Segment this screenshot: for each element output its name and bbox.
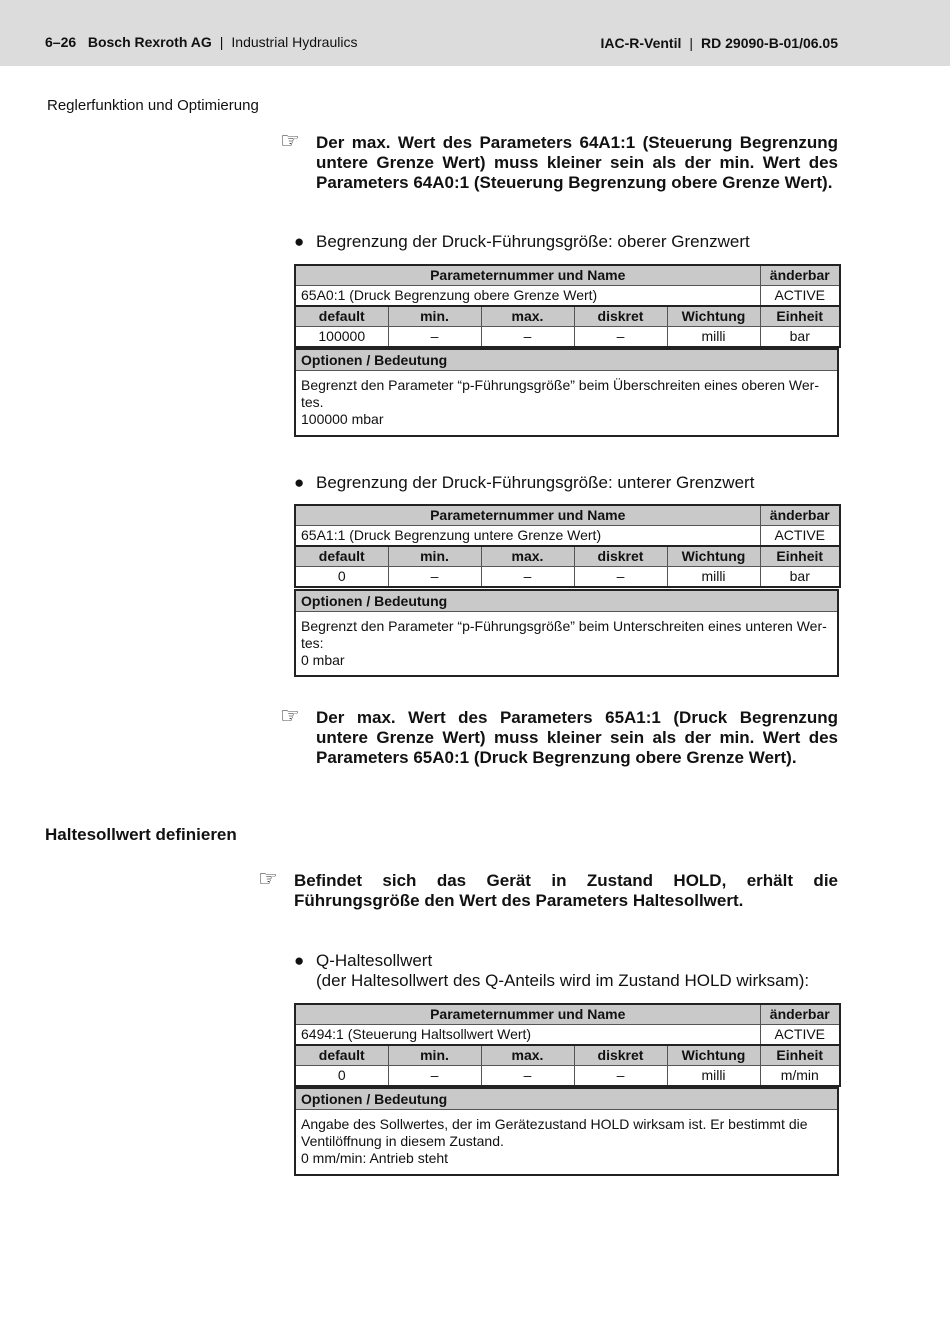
header-weight: Wichtung	[667, 1045, 760, 1066]
value-default: 100000	[295, 327, 388, 348]
header-right: IAC-R-Ventil | RD 29090-B-01/06.05	[600, 35, 838, 51]
note-1-text: Der max. Wert des Parameters 64A1:1 (Steuerung Begrenzung untere Grenze Wert) muss kleiner sein als der min. Wert des Parameters 64A0:1 (Steuerung Begrenzung obere Grenze Wert).	[316, 133, 838, 192]
value-discrete: –	[574, 327, 667, 348]
options-desc-line-1: Angabe des Sollwertes, der im Gerätezustand HOLD wirksam ist. Er bestimmt die	[301, 1116, 808, 1132]
header-param-name: Parameternummer und Name	[295, 1004, 760, 1025]
pointing-hand-icon: ☞	[280, 703, 300, 728]
options-body	[296, 1110, 837, 1172]
header-max: max.	[481, 1045, 574, 1066]
param-changeable: ACTIVE	[760, 526, 840, 547]
param-changeable: ACTIVE	[760, 286, 840, 307]
param-name: 6494:1 (Steuerung Haltsollwert Wert)	[295, 1025, 760, 1046]
header-changeable: änderbar	[760, 505, 840, 526]
page-number: 6–26	[45, 34, 77, 50]
options-desc-line-3: 0 mm/min: Antrieb steht	[301, 1150, 449, 1166]
section-title-regler: Reglerfunktion und Optimierung	[47, 97, 259, 114]
company-name: Bosch Rexroth AG	[87, 34, 212, 50]
bullet-dot-icon: ●	[294, 232, 305, 251]
note-2	[280, 703, 838, 768]
value-discrete: –	[574, 567, 667, 588]
header-weight: Wichtung	[667, 306, 760, 327]
header-max: max.	[481, 546, 574, 567]
options-desc-line-2: Ventilöffnung in diesem Zustand.	[301, 1133, 504, 1149]
options-desc-line-1: Begrenzt den Parameter “p-Führungsgröße” beim Unterschreiten eines unteren Wer-	[301, 618, 827, 634]
value-default: 0	[295, 1066, 388, 1087]
header-default: default	[295, 306, 388, 327]
header-unit: Einheit	[760, 1045, 840, 1066]
note-3	[258, 866, 838, 911]
options-body	[296, 371, 837, 433]
header-param-name: Parameternummer und Name	[295, 265, 760, 286]
bullet-3-text	[316, 951, 809, 991]
options-header: Optionen / Bedeutung	[296, 350, 837, 371]
header-discrete: diskret	[574, 1045, 667, 1066]
bullet-dot-icon: ●	[294, 473, 305, 492]
param-name: 65A1:1 (Druck Begrenzung untere Grenze Wert)	[295, 526, 760, 547]
division-name: Industrial Hydraulics	[231, 34, 358, 50]
value-max: –	[481, 567, 574, 588]
header-param-name: Parameternummer und Name	[295, 505, 760, 526]
param-changeable: ACTIVE	[760, 1025, 840, 1046]
options-box-65A1	[294, 589, 839, 677]
product-name: IAC-R-Ventil	[600, 35, 682, 51]
value-weight: milli	[667, 327, 760, 348]
header-changeable: änderbar	[760, 1004, 840, 1025]
options-body	[296, 612, 837, 674]
value-max: –	[481, 1066, 574, 1087]
value-weight: milli	[667, 567, 760, 588]
value-default: 0	[295, 567, 388, 588]
value-discrete: –	[574, 1066, 667, 1087]
options-box-65A0	[294, 348, 839, 437]
section-title-halte: Haltesollwert definieren	[45, 825, 237, 844]
options-desc-line-1: Begrenzt den Parameter “p-Führungsgröße” beim Überschreiten eines oberen Wer-	[301, 377, 819, 393]
header-max: max.	[481, 306, 574, 327]
bullet-3-line-1: Q-Haltesollwert	[316, 951, 433, 970]
value-unit: bar	[760, 567, 840, 588]
options-header: Optionen / Bedeutung	[296, 1089, 837, 1110]
header-left: 6–26 Bosch Rexroth AG | Industrial Hydraulics	[45, 34, 358, 50]
header-unit: Einheit	[760, 306, 840, 327]
bullet-dot-icon: ●	[294, 951, 305, 970]
value-min: –	[388, 567, 481, 588]
header-discrete: diskret	[574, 546, 667, 567]
options-desc-line-2: tes:	[301, 635, 324, 651]
pointing-hand-icon: ☞	[258, 866, 278, 891]
param-name: 65A0:1 (Druck Begrenzung obere Grenze Wert)	[295, 286, 760, 307]
bullet-1-text: Begrenzung der Druck-Führungsgröße: oberer Grenzwert	[316, 232, 750, 251]
header-changeable: änderbar	[760, 265, 840, 286]
page-header	[0, 0, 950, 66]
options-desc-line-3: 100000 mbar	[301, 411, 384, 427]
value-max: –	[481, 327, 574, 348]
param-table-65A0	[294, 264, 841, 348]
pointing-hand-icon: ☞	[280, 128, 300, 153]
bullet-3-line-2: (der Haltesollwert des Q-Anteils wird im Zustand HOLD wirksam):	[316, 971, 810, 990]
note-3-text: Befindet sich das Gerät in Zustand HOLD, erhält die Führungsgröße den Wert des Parameters Haltesollwert.	[294, 871, 838, 910]
options-box-6494	[294, 1087, 839, 1176]
header-default: default	[295, 546, 388, 567]
document-reference: RD 29090-B-01/06.05	[701, 35, 838, 51]
header-min: min.	[388, 1045, 481, 1066]
header-discrete: diskret	[574, 306, 667, 327]
note-2-text: Der max. Wert des Parameters 65A1:1 (Druck Begrenzung untere Grenze Wert) muss kleiner sein als der min. Wert des Parameters 65A0:1 (Druck Begrenzung obere Grenze Wert).	[316, 708, 838, 767]
bullet-2-text: Begrenzung der Druck-Führungsgröße: unterer Grenzwert	[316, 473, 755, 492]
value-unit: m/min	[760, 1066, 840, 1087]
value-min: –	[388, 327, 481, 348]
header-unit: Einheit	[760, 546, 840, 567]
header-min: min.	[388, 546, 481, 567]
options-desc-line-3: 0 mbar	[301, 652, 345, 668]
options-desc-line-2: tes.	[301, 394, 324, 410]
options-header: Optionen / Bedeutung	[296, 591, 837, 612]
header-min: min.	[388, 306, 481, 327]
value-weight: milli	[667, 1066, 760, 1087]
value-unit: bar	[760, 327, 840, 348]
header-default: default	[295, 1045, 388, 1066]
param-table-65A1	[294, 504, 841, 588]
note-1	[280, 128, 838, 193]
header-weight: Wichtung	[667, 546, 760, 567]
value-min: –	[388, 1066, 481, 1087]
param-table-6494	[294, 1003, 841, 1087]
